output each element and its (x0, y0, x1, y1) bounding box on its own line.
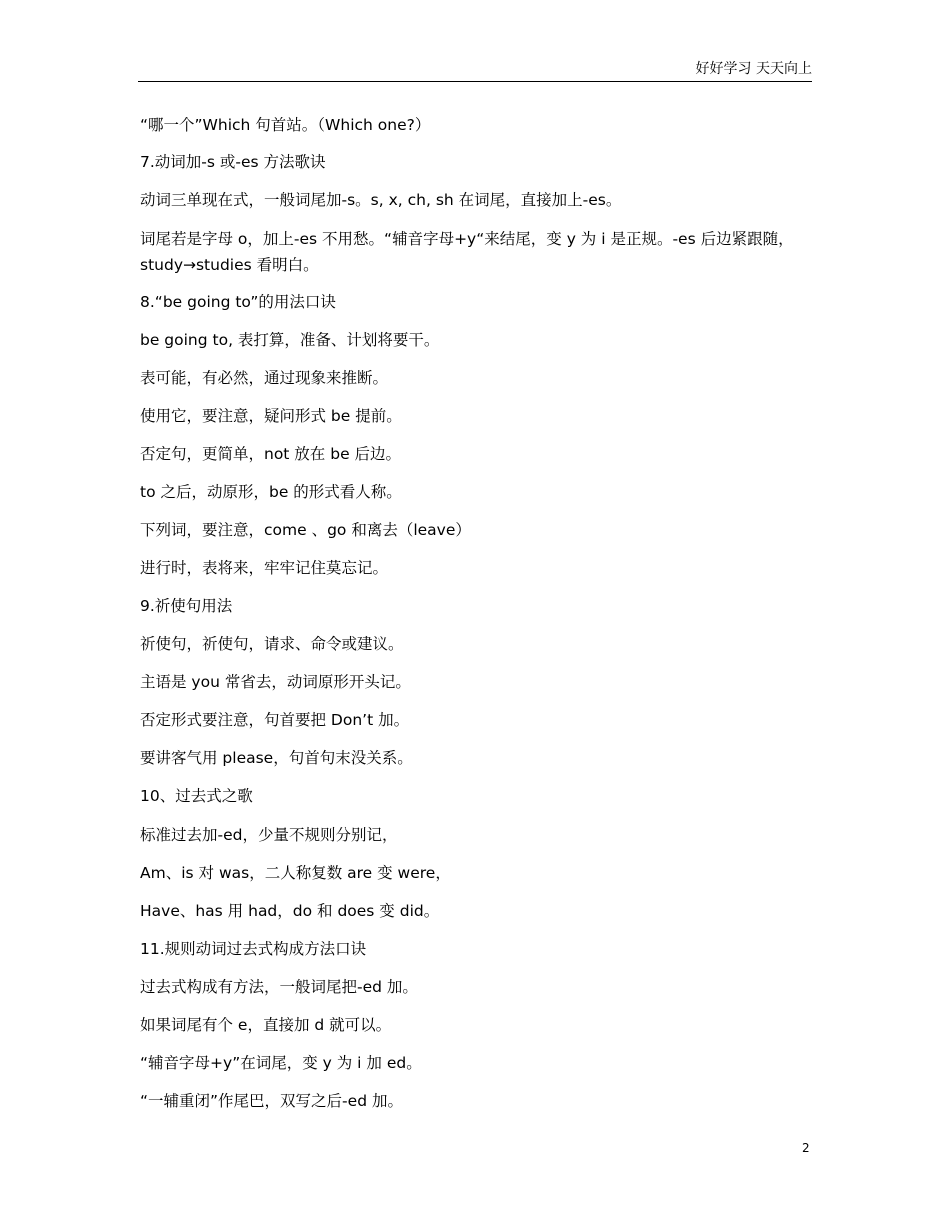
text-line: 进行时，表将来，牢牢记住莫忘记。 (140, 559, 389, 577)
text-line: 主语是 you 常省去，动词原形开头记。 (140, 673, 411, 691)
text-line: 否定形式要注意，句首要把 Don’t 加。 (140, 711, 410, 729)
text-line: to 之后，动原形，be 的形式看人称。 (140, 483, 402, 501)
header-divider (138, 81, 812, 82)
section-heading-10: 10、过去式之歌 (140, 787, 253, 805)
section-heading-8: 8.“be going to”的用法口诀 (140, 293, 336, 311)
text-line: “哪一个”Which 句首站。（Which one?） (140, 116, 431, 134)
text-line: 使用它，要注意，疑问形式 be 提前。 (140, 407, 402, 425)
text-line: “辅音字母+y”在词尾，变 y 为 i 加 ed。 (140, 1054, 422, 1072)
text-line: 要讲客气用 please，句首句末没关系。 (140, 749, 413, 767)
text-line: 下列词，要注意，come 、go 和离去（leave） (140, 521, 471, 539)
text-line: 祈使句，祈使句，请求、命令或建议。 (140, 635, 404, 653)
page-number: 2 (802, 1141, 810, 1155)
text-line: 如果词尾有个 e，直接加 d 就可以。 (140, 1016, 392, 1034)
text-line: 过去式构成有方法，一般词尾把-ed 加。 (140, 978, 418, 996)
section-heading-11: 11.规则动词过去式构成方法口诀 (140, 940, 367, 958)
text-line: Have、has 用 had，do 和 does 变 did。 (140, 902, 440, 920)
text-line: Am、is 对 was，二人称复数 are 变 were， (140, 864, 451, 882)
header-motto: 好好学习 天天向上 (695, 61, 812, 77)
text-line: be going to, 表打算，准备、计划将要干。 (140, 331, 440, 349)
text-paragraph: 词尾若是字母 o，加上-es 不用愁。“辅音字母+y“来结尾，变 y 为 i 是正规。-es 后边紧跟随，study→studies 看明白。 (140, 230, 794, 274)
text-line: 动词三单现在式，一般词尾加-s。s, x, ch, sh 在词尾，直接加上-es。 (140, 191, 622, 209)
text-line: “一辅重闭”作尾巴，双写之后-ed 加。 (140, 1092, 403, 1110)
text-line: 否定句，更简单，not 放在 be 后边。 (140, 445, 402, 463)
section-heading-7: 7.动词加-s 或-es 方法歌诀 (140, 153, 326, 171)
section-heading-9: 9.祈使句用法 (140, 597, 233, 615)
text-line: 表可能，有必然，通过现象来推断。 (140, 369, 389, 387)
text-line: 标准过去加-ed，少量不规则分别记， (140, 826, 398, 844)
